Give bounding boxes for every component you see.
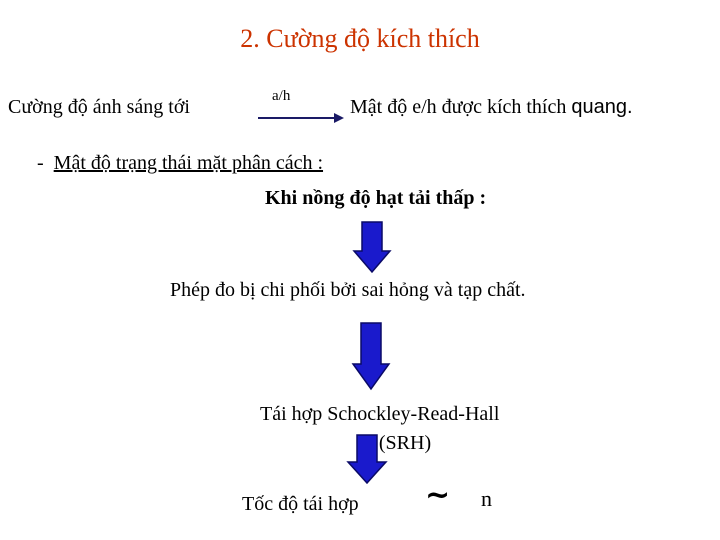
- excited-density-text: Mật độ e/h được kích thích: [350, 96, 567, 118]
- excited-density-tail: quang.: [571, 96, 633, 118]
- srh-title-line1: Tái hợp Schockley-Read-Hall: [260, 403, 500, 425]
- excited-density-label: [350, 96, 633, 119]
- relation-arrow-label: a/h: [272, 88, 291, 104]
- bullet-dash: -: [37, 152, 44, 174]
- carrier-density-variable: n: [481, 486, 492, 511]
- recombination-rate-label: Tốc độ tái hợp: [242, 493, 359, 515]
- down-arrow-2: [351, 322, 391, 390]
- srh-title-line2: (SRH): [378, 432, 432, 454]
- measurement-text: Phép đo bị chi phối bởi sai hỏng và tạp chất.: [170, 279, 526, 301]
- down-arrow-1: [352, 221, 392, 273]
- bullet-item: [37, 152, 323, 175]
- relation-arrow: [256, 112, 346, 124]
- slide-title: 2. Cường độ kích thích: [240, 24, 480, 53]
- incident-light-label: Cường độ ánh sáng tới: [8, 96, 190, 118]
- bullet-text: Mật độ trạng thái mặt phân cách :: [53, 152, 324, 174]
- proportional-symbol: ~: [425, 478, 451, 513]
- low-carrier-heading: Khi nồng độ hạt tải thấp :: [265, 187, 487, 209]
